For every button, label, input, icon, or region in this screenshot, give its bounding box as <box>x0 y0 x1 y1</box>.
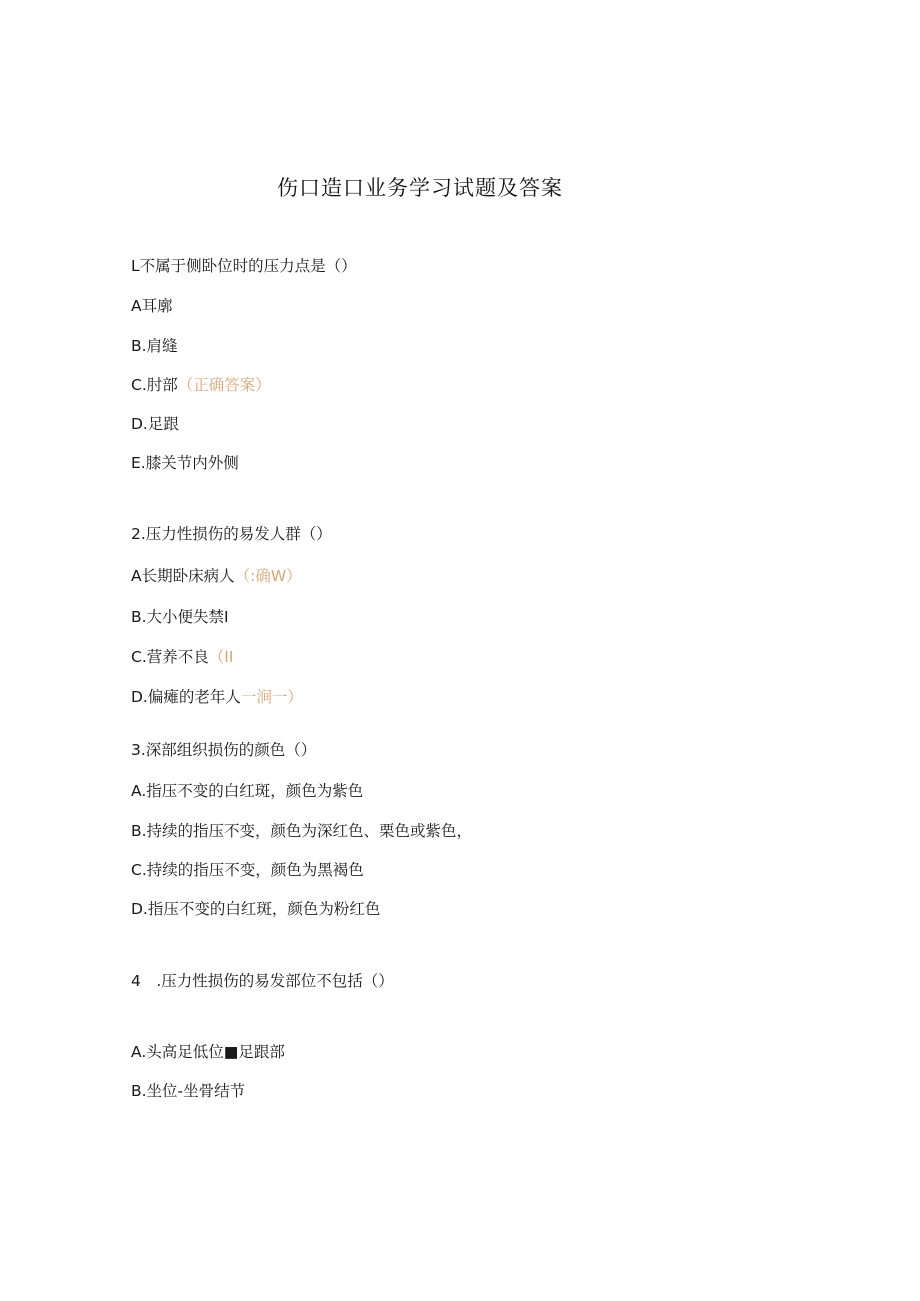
option-text: A.头高足低位■足跟部 <box>131 1043 285 1061</box>
question-2-option-c <box>131 645 233 667</box>
question-1-option-d <box>131 412 179 434</box>
option-text: A.指压不变的白红斑，颜色为紫色 <box>131 782 364 800</box>
question-3-option-d <box>131 897 380 919</box>
question-4-stem: 4 .压力性损伤的易发部位不包括（） <box>131 972 394 990</box>
option-text: E.膝关节内外侧 <box>131 454 239 472</box>
question-1-stem: L不属于侧卧位时的压力点是（） <box>131 257 357 275</box>
question-1-option-c <box>131 373 271 395</box>
question-3-option-c <box>131 858 364 880</box>
option-text: C.营养不良 <box>131 648 209 666</box>
question-2-option-b <box>131 605 229 627</box>
question-3-stem: 3.深部组织损伤的颜色（） <box>131 741 317 759</box>
correct-answer-note: （正确答案） <box>177 376 271 394</box>
question-2-option-d <box>131 685 303 707</box>
option-text: B.坐位-坐骨结节 <box>131 1082 246 1100</box>
question-4-option-b <box>131 1079 245 1101</box>
option-text: D.偏瘫的老年人 <box>131 688 241 706</box>
correct-answer-note: （II <box>208 648 234 666</box>
question-3-option-b <box>131 819 472 841</box>
correct-answer-note: 一涧一） <box>240 688 303 706</box>
question-1-option-b <box>131 334 178 356</box>
option-text: C.肘部 <box>131 376 178 394</box>
option-text: B.大小便失禁I <box>131 608 229 626</box>
option-text: D.足跟 <box>131 415 179 433</box>
correct-answer-note: （:确W） <box>234 567 302 585</box>
option-text: B.肩缝 <box>131 337 178 355</box>
option-text: C.持续的指压不变，颜色为黑褐色 <box>131 861 364 879</box>
question-1-option-e <box>131 451 239 473</box>
option-text: B.持续的指压不变，颜色为深红色、栗色或紫色， <box>131 822 473 840</box>
question-2-stem: 2.压力性损伤的易发人群（） <box>131 525 332 543</box>
question-1-option-a <box>131 294 173 316</box>
option-text: A长期卧床病人 <box>131 567 235 585</box>
question-3-option-a <box>131 779 363 801</box>
option-text: D.指压不变的白红斑，颜色为粉红色 <box>131 900 381 918</box>
option-text: A耳廓 <box>131 297 173 315</box>
question-2-option-a <box>131 564 302 586</box>
page-title: 伤口造口业务学习试题及答案 <box>277 176 563 200</box>
question-4-option-a <box>131 1040 285 1062</box>
